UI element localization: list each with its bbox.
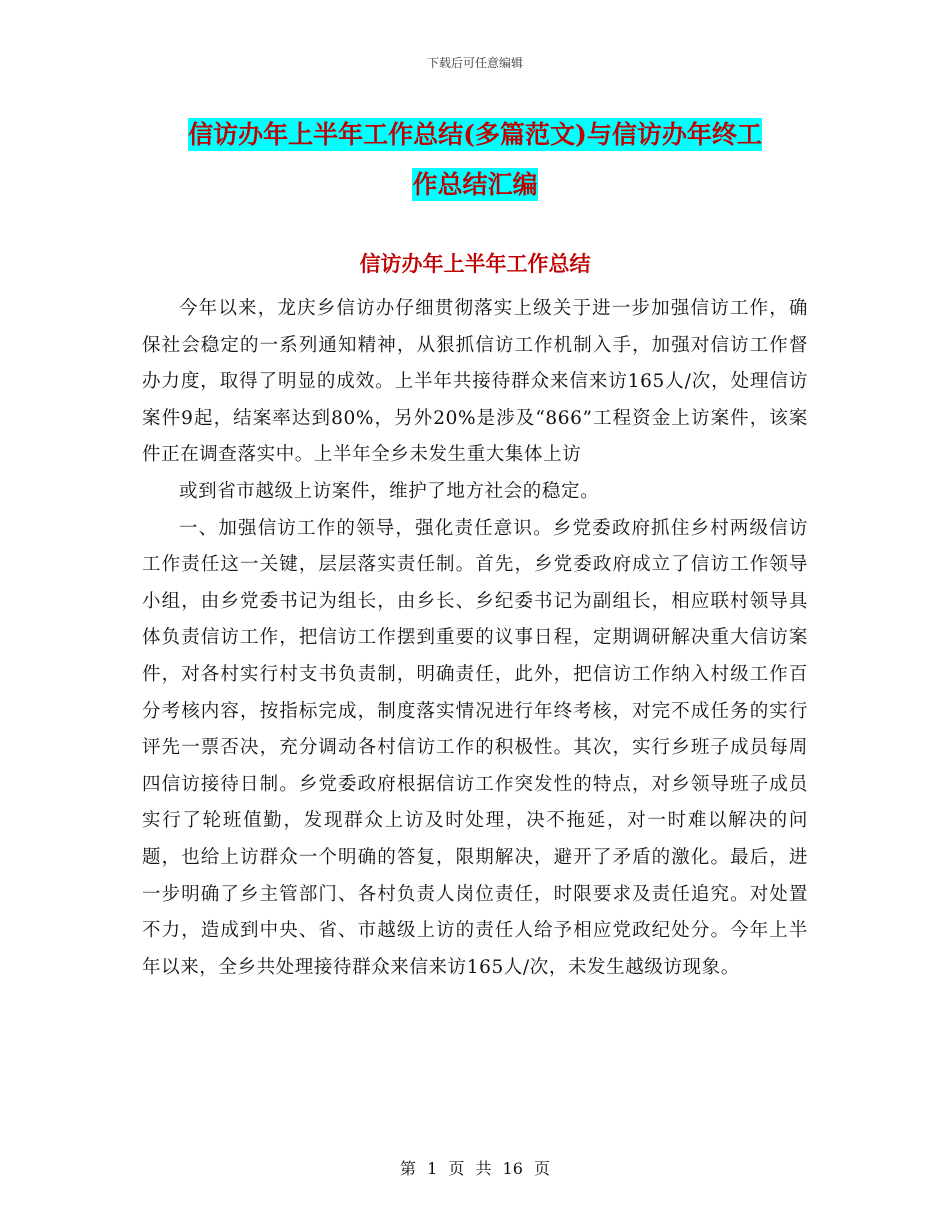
page-footer: 第 1 页 共 16 页 [400,1159,550,1178]
paragraph-continuation: 或到省市越级上访案件，维护了地方社会的稳定。 [179,480,600,502]
document-title-line-2: 作总结汇编 [412,170,538,199]
document-title [0,110,950,210]
header-note: 下载后可任意编辑 [426,56,523,70]
document-title-line-1: 信访办年上半年工作总结(多篇范文)与信访办年终工 [188,120,762,149]
paragraph-intro: 今年以来，龙庆乡信访办仔细贯彻落实上级关于进一步加强信访工作，确保社会稳定的一系列通知精神，从狠抓信访工作机制入手，加强对信访工作督办力度，取得了明显的成效。上半年共接待群众来信来访165人/次，处理信访案件9起，结案率达到80%，另外20%是涉及“866”工程资金上访案件，该案件正在调查落实中。上半年全乡未发生重大集体上访 [142,298,808,466]
section-title: 信访办年上半年工作总结 [359,251,591,276]
body-text [142,291,808,986]
paragraph-section-one: 一、加强信访工作的领导，强化责任意识。乡党委政府抓住乡村两级信访工作责任这一关键，层层落实责任制。首先，乡党委政府成立了信访工作领导小组，由乡党委书记为组长，由乡长、乡纪委书记为副组长，相应联村领导具体负责信访工作，把信访工作摆到重要的议事日程，定期调研解决重大信访案件，对各村实行村支书负责制，明确责任，此外，把信访工作纳入村级工作百分考核内容，按指标完成，制度落实情况进行年终考核，对完不成任务的实行评先一票否决，充分调动各村信访工作的积极性。其次，实行乡班子成员每周四信访接待日制。乡党委政府根据信访工作突发性的特点，对乡领导班子成员实行了轮班值勤，发现群众上访及时处理，决不拖延，对一时难以解决的问题，也给上访群众一个明确的答复，限期解决，避开了矛盾的激化。最后，进一步明确了乡主管部门、各村负责人岗位责任，时限要求及责任追究。对处置不力，造成到中央、省、市越级上访的责任人给予相应党政纪处分。今年上半年以来，全乡共处理接待群众来信来访165人/次，未发生越级访现象。 [142,517,808,978]
